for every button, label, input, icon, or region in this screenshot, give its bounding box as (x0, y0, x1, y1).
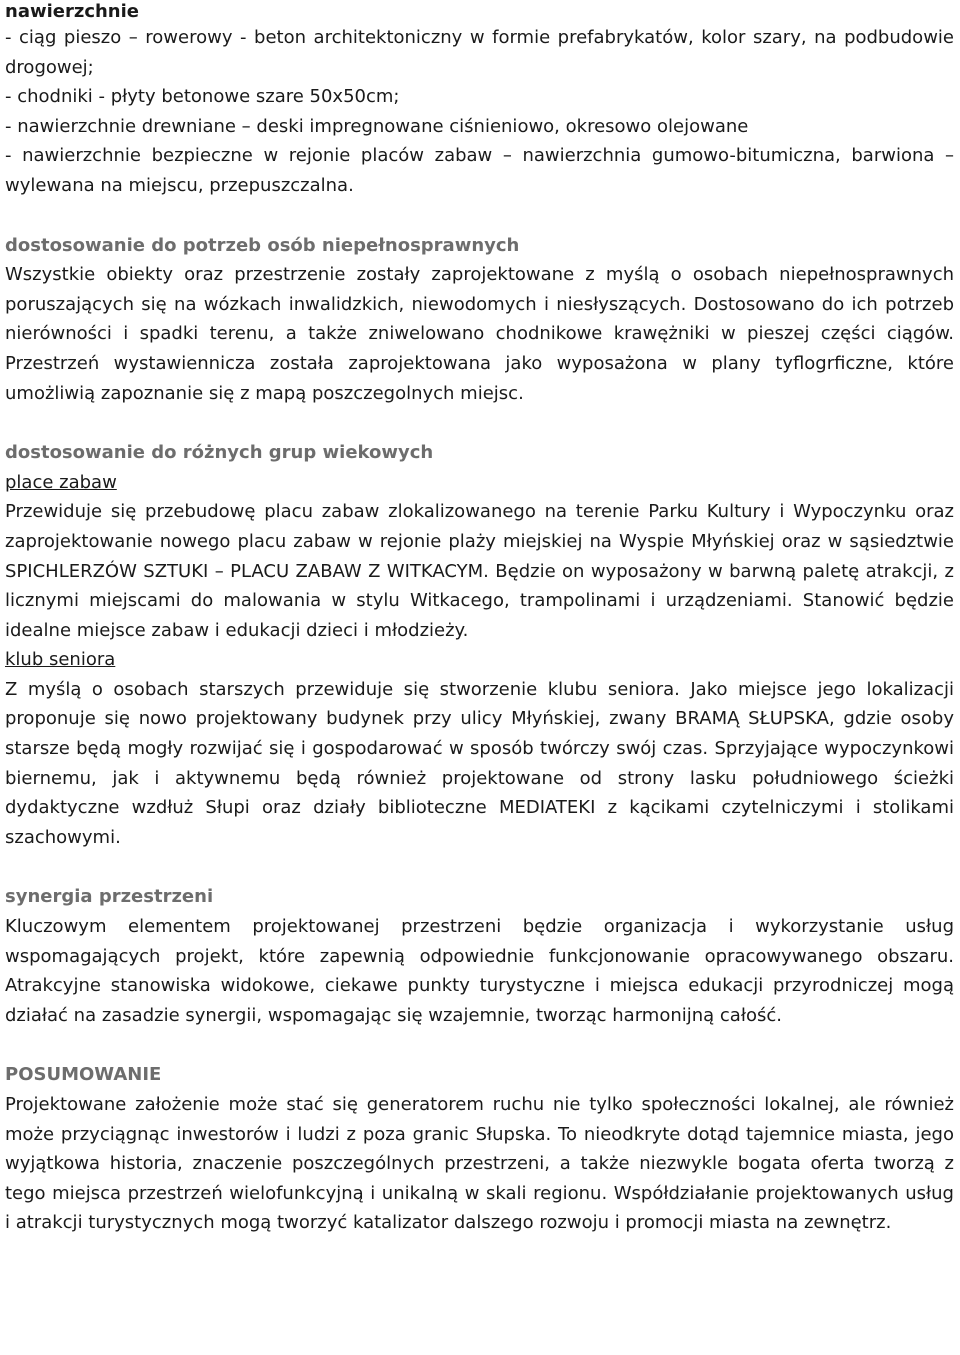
paragraph: Kluczowym elementem projektowanej przestrzeni będzie organizacja i wykorzystanie usług wspomagających projekt, które zapewnią odpowiednie funkcjonowanie opracowywanego obszaru. Atrakcyjne stanowiska widokowe, ciekawe punkty turystyczne i miejsca edukacji przyrodniczej mogą działać na zasadzie synergii, wspomagając się wzajemnie, tworząc harmonijną całość. (5, 916, 954, 1026)
section-heading: synergia przestrzeni (5, 886, 214, 908)
subheading-senior-club: klub seniora (5, 649, 116, 671)
spacer (5, 201, 954, 231)
paragraph: Wszystkie obiekty oraz przestrzenie zostały zaprojektowane z myślą o osobach niepełnosprawnych poruszających się na wózkach inwalidzkich, niewodomych i niesłyszących. Dostosowano do ich potrzeb nierówności i spadki terenu, a także zniwelowano chodnikowe krawężniki w pieszej części ciągów. Przestrzeń wystawiennicza została zaprojektowana jako wyposażona w plany tyflogrficzne, które umożliwią zapoznanie się z mapą poszczegolnych miejsc. (5, 264, 954, 404)
spacer (5, 852, 954, 882)
paragraph: Projektowane założenie może stać się generatorem ruchu nie tylko społeczności lokalnej, ale również może przyciągnąc inwestorów i ludzi z poza granic Słupska. To nieodkryte dotąd tajemnice miasta, jego wyjątkowa historia, znaczenie poszczególnych przestrzeni, a także niezwykle bogata oferta tworzą z tego miejsca przestrzeń wielofunkcyjną i unikalną w skali regionu. Współdziałanie projektowanych usług i atrakcji turystycznych mogą tworzyć katalizator dalszego rozwoju i promocji miasta na zewnętrz. (5, 1094, 954, 1234)
spacer (5, 1030, 954, 1060)
list-item: - chodniki - płyty betonowe szare 50x50cm; (5, 86, 400, 108)
section-surfaces (5, 0, 954, 201)
section-synergy (5, 882, 954, 1030)
subheading-playgrounds: place zabaw (5, 471, 117, 493)
list-item: - nawierzchnie drewniane – deski impregnowane ciśnieniowo, okresowo olejowane (5, 115, 749, 137)
spacer (5, 408, 954, 438)
paragraph: Z myślą o osobach starszych przewiduje się stworzenie klubu seniora. Jako miejsce jego lokalizacji proponuje się nowo projektowany budynek przy ulicy Młyńskiej, zwany BRAMĄ SŁUPSKA, gdzie osoby starsze będą mogły rozwijać się i gospodarować w sposób twórczy swój czas. Sprzyjające wypoczynkowi biernemu, jak i aktywnemu będą również projektowane od strony lasku południowego ścieżki dydaktyczne wzdłuż Słupi oraz działy biblioteczne MEDIATEKI z kącikami czytelniczymi i stolikami szachowymi. (5, 678, 954, 848)
section-accessibility (5, 231, 954, 409)
list-item: - nawierzchnie bezpieczne w rejonie placów zabaw – nawierzchnia gumowo-bitumiczna, barwiona – wylewana na miejscu, przepuszczalna. (5, 145, 954, 196)
section-heading: POSUMOWANIE (5, 1064, 162, 1086)
list-item: - ciąg pieszo – rowerowy - beton architektoniczny w formie prefabrykatów, kolor szary, na podbudowie drogowej; (5, 27, 954, 78)
section-heading: dostosowanie do potrzeb osób niepełnosprawnych (5, 234, 520, 256)
section-heading: nawierzchnie (5, 1, 139, 22)
paragraph: Przewiduje się przebudowę placu zabaw zlokalizowanego na terenie Parku Kultury i Wypoczynku oraz zaprojektowanie nowego placu zabaw w rejonie plaży miejskiej na Wyspie Młyńskiej oraz w sąsiedztwie SPICHLERZÓW SZTUKI – PLACU ZABAW Z WITKACYM. Będzie on wyposażony w barwną paletę atrakcji, z licznymi miejscami do malowania w stylu Witkacego, trampolinami i urządzeniami. Stanowić będzie idealne miejsce zabaw i edukacji dzieci i młodzieży. (5, 501, 954, 641)
section-summary (5, 1060, 954, 1238)
section-age-groups (5, 438, 954, 852)
section-heading: dostosowanie do różnych grup wiekowych (5, 442, 434, 464)
